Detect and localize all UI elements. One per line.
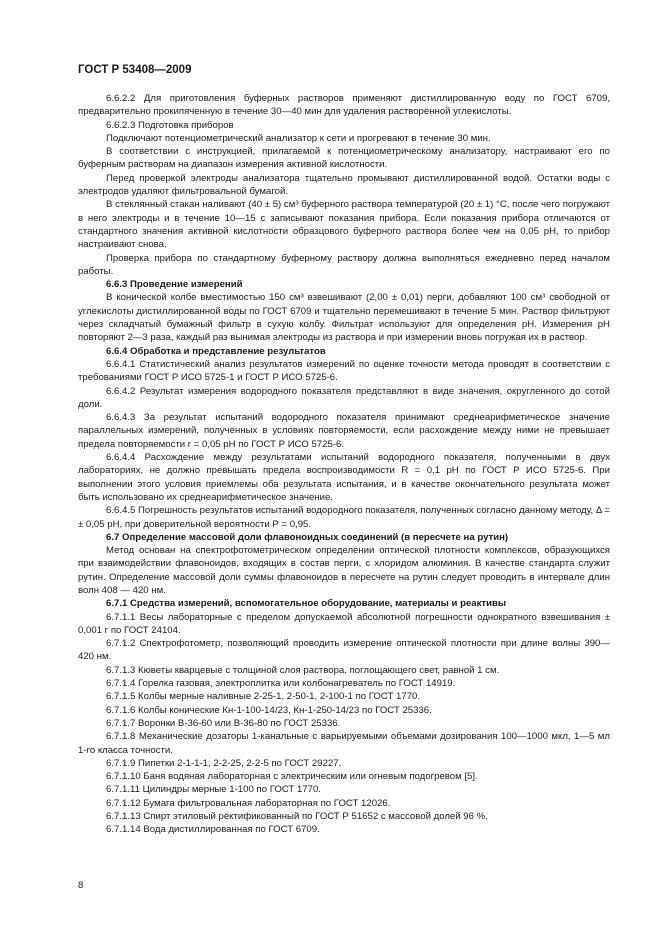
document-header: ГОСТ Р 53408—2009 [78, 64, 192, 76]
paragraph: 6.6.4.4 Расхождение между результатами испытаний водородного показателя, полученными в двух лабораториях, не должно превышать предела воспроизводимости R = 0,1 pH по ГОСТ Р ИСО 5725-6. При выполнении этого условия приемлемы оба результата испытания, и в качестве окончательного результата может быть использовано их среднеарифметическое значение. [78, 452, 610, 503]
paragraph: 6.7.1.11 Цилиндры мерные 1-100 по ГОСТ 1770. [106, 784, 321, 796]
paragraph: 6.6.2.3 Подготовка приборов [106, 119, 234, 131]
paragraph: 6.7.1.13 Спирт этиловый ректификованный по ГОСТ Р 51652 с массовой долей 96 %. [106, 811, 488, 823]
paragraph: В соответствии с инструкцией, прилагаемой к потенциометрическому анализатору, настраивают его по буферным растворам на диапазон измерения активной кислотности. [78, 146, 610, 171]
paragraph: 6.7.1.3 Кюветы кварцевые с толщиной слоя раствора, поглощающего свет, равной 1 см. [106, 664, 500, 676]
paragraph: 6.7.1.9 Пипетки 2-1-1-1, 2-2-25, 2-2-5 по ГОСТ 29227. [106, 757, 342, 769]
section-heading: 6.6.3 Проведение измерений [106, 279, 243, 291]
paragraph: 6.7.1.5 Колбы мерные наливные 2-25-1, 2-50-1, 2-100-1 по ГОСТ 1770. [106, 691, 421, 703]
paragraph: 6.6.2.2 Для приготовления буферных растворов применяют дистиллированную воду по ГОСТ 6709, предварительно прокипяченную в течение 30—40 мин для удаления растворенной углекислоты. [78, 93, 610, 118]
paragraph: 6.7.1.2 Спектрофотометр, позволяющий проводить измерение оптической плотности при длине волны 390—420 нм. [78, 638, 610, 663]
paragraph: 6.6.4.1 Статистический анализ результатов измерений по оценке точности метода проводят в соответствии с требованиями ГОСТ Р ИСО 5725-1 и ГОСТ Р ИСО 5725-6. [78, 358, 610, 384]
paragraph: 6.7.1.6 Колбы конические Кн-1-100-14/23, Кн-1-250-14/23 по ГОСТ 25336. [106, 704, 432, 716]
paragraph: 6.7.1.4 Горелка газовая, электроплитка или колбонагреватель по ГОСТ 14919. [106, 678, 456, 690]
paragraph: 6.6.4.5 Погрешность результатов испытаний водородного показателя, полученных согласно данному методу, Δ = ± 0,05 pH, при доверительной вероятности Р = 0,95. [78, 505, 610, 530]
paragraph: В стеклянный стакан наливают (40 ± 5) см³ буферного раствора температурой (20 ± 1) °С, после чего погружают в него электроды и в течение 10—15 с записывают показания прибора. Если показания прибора отличаются от стандартного значения активной кислотности образцового буферного раствора более чем на 0,05 рН, то прибор настраивают снова. [78, 199, 610, 251]
paragraph: В конической колбе вместимостью 150 см³ взвешивают (2,00 ± 0,01) перги, добавляют 100 см³ свободной от углекислоты дистиллированной воды по ГОСТ 6709 и тщательно перемешивают в течение 5 мин. Раствор фильтруют через складчатый бумажный фильтр в сухую колбу. Фильтрат используют для определения рН. Измерения рН повторяют 2—3 раза, каждый раз вынимая электроды из раствора и при измерении вновь погружая их в раствор. [78, 292, 610, 344]
paragraph: 6.7.1.7 Воронки В-36-60 или В-36-80 по ГОСТ 25336. [106, 717, 341, 729]
paragraph: 6.7.1.8 Механические дозаторы 1-канальные с варьируемыми объемами дозирования 100—1000 мкл, 1—5 мл 1-го класса точности. [78, 731, 610, 756]
paragraph: Перед проверкой электроды анализатора тщательно промывают дистиллированной водой. Остатки воды с электродов удаляют фильтровальной бумагой. [78, 172, 610, 198]
section-heading: 6.7 Определение массовой доли флавоноидных соединений (в пересчете на рутин) [106, 531, 509, 543]
document-body [78, 92, 610, 837]
paragraph: 6.7.1.14 Вода дистиллированная по ГОСТ 6709. [106, 824, 320, 836]
paragraph: Подключают потенциометрический анализатор к сети и прогревают в течение 30 мин. [106, 132, 491, 144]
paragraph: Проверка прибора по стандартному буферному раствору должна выполняться ежедневно перед началом работы. [78, 252, 610, 277]
section-heading: 6.7.1 Средства измерений, вспомогательное оборудование, материалы и реактивы [106, 598, 507, 610]
paragraph: 6.7.1.1 Весы лабораторные с пределом допускаемой абсолютной погрешности однократного взвешивания ± 0,001 г по ГОСТ 24104. [78, 611, 610, 636]
paragraph: 6.7.1.10 Баня водяная лабораторная с электрическим или огневым подогревом [5]. [106, 771, 478, 783]
section-heading: 6.6.4 Обработка и представление результатов [106, 345, 326, 357]
paragraph: Метод основан на спектрофотометрическом определении оптической плотности комплексов, образующихся при взаимодействии флавоноидов, входящих в состав перги, с хлоридом алюминия. В качестве стандарта служит рутин. Определение массовой доли суммы флавоноидов в пересчете на рутин следует проводить в интервале длин волн 408 — 420 нм. [78, 545, 610, 596]
paragraph: 6.6.4.2 Результат измерения водородного показателя представляют в виде значения, округленного до сотой доли. [78, 385, 610, 410]
page-number: 8 [78, 880, 84, 891]
paragraph: 6.6.4.3 За результат испытаний водородного показателя принимают среднеарифметическое значение параллельных измерений, полученных в условиях повторяемости, если расхождение между ними не превышает предела повторяемости r = 0,05 pH по ГОСТ Р ИСО 5725-6. [78, 412, 610, 450]
paragraph: 6.7.1.12 Бумага фильтровальная лабораторная по ГОСТ 12026. [106, 797, 391, 809]
